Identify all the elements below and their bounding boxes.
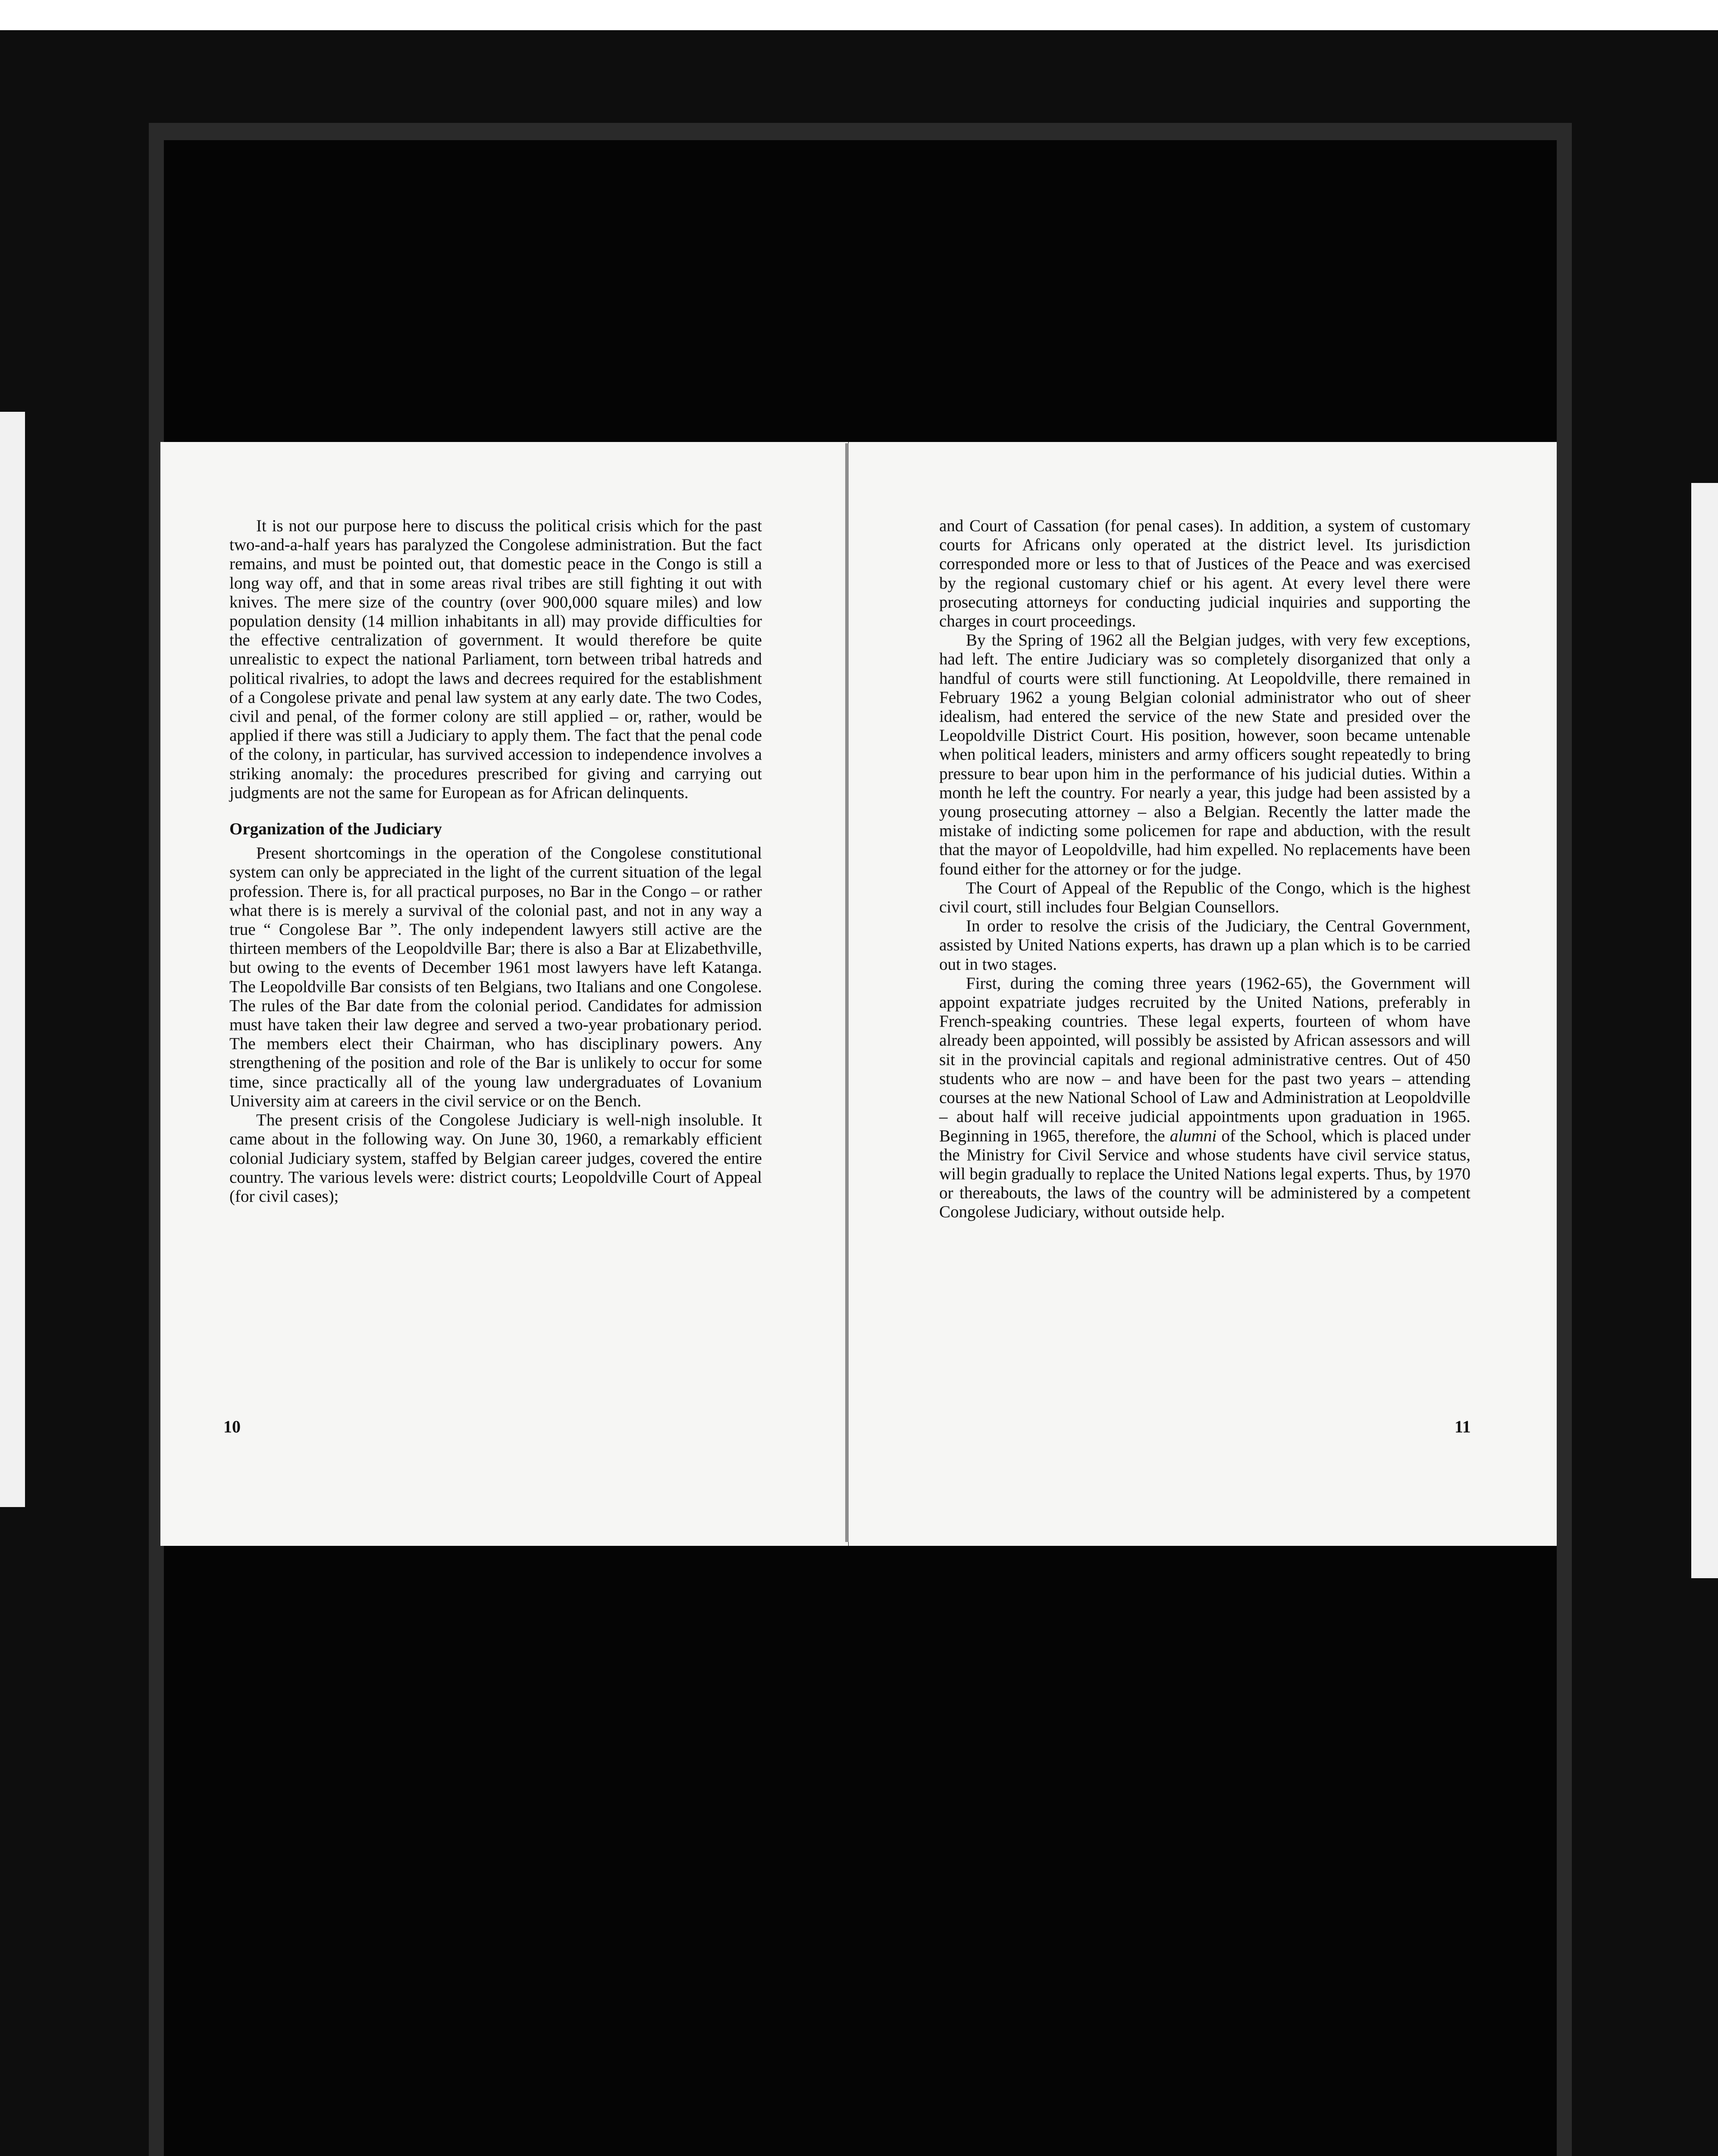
section-heading: Organization of the Judiciary: [229, 820, 442, 839]
adjacent-frame-right: [1691, 483, 1718, 1578]
right-page: [849, 442, 1557, 1546]
paragraph-text: of the School, which is placed under the Ministry for Civil Service and whose students have civil service status, will begin gradually to replace the United Nations legal experts. Thus, by 1970 or thereabouts, the laws of the country will be administered by a competent Congolese Judiciary, without outside help.: [939, 1126, 1470, 1222]
right-page-body: [939, 517, 1470, 1222]
page-number: 11: [1455, 1417, 1471, 1436]
left-page: [160, 442, 848, 1546]
emphasis: alumni: [1169, 1126, 1217, 1145]
book-gutter: [845, 443, 849, 1542]
paragraph: It is not our purpose here to discuss the political crisis which for the past two-and-a-half years has paralyzed the Congolese administration. But the fact remains, and must be pointed out, that domestic peace in the Congo is still a long way off, and that in some areas rival tribes are still fighting it out with knives. The mere size of the country (over 900,000 square miles) and low population density (14 million inhabitants in all) may provide difficulties for the effective centralization of government. It would therefore be quite unrealistic to expect the national Parliament, torn between tribal hatreds and political rivalries, to adopt the laws and decrees required for the establishment of a Congolese private and penal law system at any early date. The two Codes, civil and penal, of the former colony are still applied – or, rather, would be applied if there was still a Judiciary to apply them. The fact that the penal code of the colony, in particular, has survived accession to independence involves a striking anomaly: the procedures prescribed for giving and carrying out judgments are not the same for European as for African delinquents.: [229, 517, 762, 802]
paragraph: The Court of Appeal of the Republic of the Congo, which is the highest civil court, still includes four Belgian Counsellors.: [939, 878, 1470, 917]
paragraph: Present shortcomings in the operation of the Congolese constitutional system can only be appreciated in the light of the current situation of the legal profession. There is, for all practical purposes, no Bar in the Congo – or rather what there is is merely a survival of the colonial past, and not in any way a true “ Congolese Bar ”. The only independent lawyers still active are the thirteen members of the Leopoldville Bar; there is also a Bar at Elizabethville, but owing to the events of December 1961 most lawyers have left Katanga. The Leopoldville Bar consists of ten Belgians, two Italians and one Congolese. The rules of the Bar date from the colonial period. Candidates for admission must have taken their law degree and served a two-year probationary period. The members elect their Chairman, who has disciplinary powers. Any strengthening of the position and role of the Bar is unlikely to occur for some time, since practically all of the young law undergraduates of Lovanium University aim at careers in the civil service or on the Bench.: [229, 844, 762, 1110]
page-number: 10: [223, 1417, 241, 1436]
left-page-body: [229, 517, 762, 1206]
paragraph: In order to resolve the crisis of the Judiciary, the Central Government, assisted by United Nations experts, has drawn up a plan which is to be carried out in two stages.: [939, 917, 1470, 974]
paragraph: The present crisis of the Congolese Judiciary is well-nigh insoluble. It came about in the following way. On June 30, 1960, a remarkably efficient colonial Judiciary system, staffed by Belgian career judges, covered the entire country. The various levels were: district courts; Leopoldville Court of Appeal (for civil cases);: [229, 1111, 762, 1206]
paragraph-text: First, during the coming three years (1962-65), the Government will appoint expatriate judges recruited by the United Nations, preferably in French-speaking countries. These legal experts, fourteen of whom have already been appointed, will possibly be assisted by African assessors and will sit in the provincial capitals and regional administrative centres. Out of 450 students who are now – and have been for the past two years – attending courses at the new National School of Law and Administration at Leopoldville – about half will receive judicial appointments upon graduation in 1965. Beginning in 1965, therefore, the: [939, 974, 1470, 1145]
paragraph: By the Spring of 1962 all the Belgian judges, with very few exceptions, had left. The entire Judiciary was so completely disorganized that only a handful of courts were still functioning. At Leopoldville, there remained in February 1962 a young Belgian colonial administrator who out of sheer idealism, had entered the service of the new State and presided over the Leopoldville District Court. His position, however, soon became untenable when political leaders, ministers and army officers sought repeatedly to bring pressure to bear upon him in the performance of his judicial duties. Within a month he left the country. For nearly a year, this judge had been assisted by a young prosecuting attorney – also a Belgian. Recently the latter made the mistake of indicting some policemen for rape and abduction, with the result that the mayor of Leopoldville, had him expelled. No replacements have been found either for the attorney or for the judge.: [939, 631, 1470, 878]
paragraph: and Court of Cassation (for penal cases). In addition, a system of customary courts for Africans only operated at the district level. Its jurisdiction corresponded more or less to that of Justices of the Peace and was exercised by the regional customary chief or his agent. At every level there were prosecuting attorneys for conducting judicial inquiries and supporting the charges in court proceedings.: [939, 517, 1470, 631]
adjacent-frame-left: [0, 412, 25, 1507]
paragraph: [939, 974, 1470, 1222]
